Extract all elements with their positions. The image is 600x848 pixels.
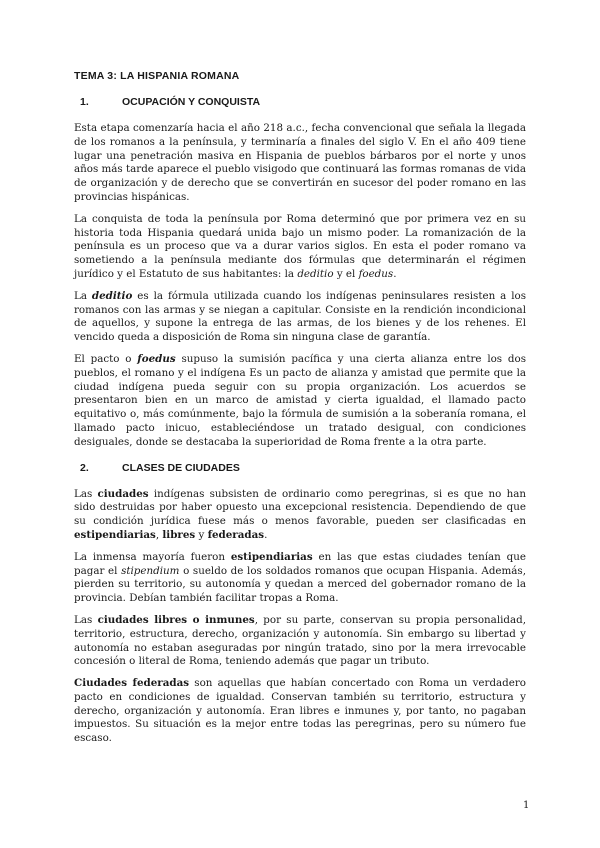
p4-start: El pacto o <box>74 352 138 365</box>
s2p1-a: Las <box>74 487 98 500</box>
s2p4-b: son aquellas que habían concertado con Roma un verdadero pacto en condiciones de igualdad. Conservan también su territorio, estructura y derecho, organización y autonomía. Eran libres e inmunes y, por tanto, no pagaban impuestos. Su situación es la mejor entre todas las peregrinas, pero su número fue escaso. <box>74 677 526 745</box>
p4-text: supuso la sumisión pacífica y una cierta alianza entre los dos pueblos, el romano y el indígena Es un pacto de alianza y amistad que permite que la ciudad indígena pueda seguir con su propia organización. Los acuerdos se presentaron bien en un marco de amistad y cierta igualdad, el llamado pacto equitativo o, más comúnmente, bajo la fórmula de sumisión a la soberanía romana, el llamado pacto inicuo, estableciéndose un tratado desigual, con condiciones desiguales, donde se destacaba la superioridad de Roma frente a la otra parte. <box>74 352 526 448</box>
s2p3-b: , por su parte, conservan su propia personalidad, territorio, estructura, derecho, organización y autonomía. Sin embargo su libertad y autonomía no estaban aseguradas por ningún tratado, sino por la mera irrevocable concesión o literal de Roma, teniendo además que pagar un tributo. <box>74 613 526 668</box>
section-1-paragraph-1: Esta etapa comenzaría hacia el año 218 a.c., fecha convencional que señala la llegada de los romanos a la península, y terminaría a finales del siglo V. En el año 409 tiene lugar una penetración masiva en Hispania de pueblos bárbaros por el norte y unos años más tarde aparece el pueblo visigodo que continuará las formas romanas de vida de organización y de derecho que se convertirán en sucesor del poder romano en las provincias hispánicas. <box>74 122 526 203</box>
term-estipendiarias-2: estipendiarias <box>230 550 313 563</box>
p2-join: y el <box>333 267 359 280</box>
section-2-paragraph-4 <box>74 677 526 746</box>
section-2-heading <box>74 462 526 474</box>
s2p1-d: y <box>195 528 208 541</box>
section-1-number: 1. <box>80 96 89 108</box>
s2p2-a: La inmensa mayoría fueron <box>74 550 231 563</box>
section-2-paragraph-2 <box>74 551 526 606</box>
term-foedus-bold: foedus <box>137 352 176 365</box>
s2p2-b: en las que estas ciudades tenían que pagar el <box>74 550 526 577</box>
p2-text: La conquista de toda la península por Roma determinó que por primera vez en su historia toda Hispania quedará unida bajo un mismo poder. La romanización de la península es un proceso que va a durar varios siglos. En esta el poder romano va sometiendo a la península mediante dos fórmulas que determinarán el régimen jurídico y el Estatuto de sus habitantes: la <box>74 212 526 280</box>
term-foedus: foedus <box>358 267 394 280</box>
section-1-title: OCUPACIÓN Y CONQUISTA <box>122 96 261 108</box>
s2p1-c: , <box>155 528 163 541</box>
section-2-paragraph-3 <box>74 614 526 669</box>
document-title: TEMA 3: LA HISPANIA ROMANA <box>74 70 240 82</box>
s2p1-b: indígenas subsisten de ordinario como peregrinas, si es que no han sido destruidas por haber opuesto una excepcional resistencia. Dependiendo de que su condición jurídica fuese más o menos favorable, pueden ser clasificadas en <box>74 487 526 528</box>
term-estipendiarias: estipendiarias <box>74 528 156 541</box>
term-ciudades-libres: ciudades libres o inmunes <box>97 613 255 626</box>
section-1-paragraph-3 <box>74 290 526 345</box>
term-ciudades-federadas: Ciudades federadas <box>74 677 190 690</box>
section-1-paragraph-4 <box>74 353 526 450</box>
section-2-title: CLASES DE CIUDADES <box>122 461 240 474</box>
s2p2-c: o sueldo de los soldados romanos que ocupan Hispania. Además, pierden su territorio, su autonomía y quedan a merced del gobernador romano de la provincia. Debían también facilitar tropas a Roma. <box>74 564 526 605</box>
document-page <box>74 70 526 754</box>
p2-end: . <box>393 267 397 280</box>
term-ciudades: ciudades <box>97 487 149 500</box>
page-number: 1 <box>523 800 530 811</box>
term-deditio: deditio <box>297 267 334 280</box>
term-libres: libres <box>162 528 196 541</box>
s2p3-a: Las <box>74 613 98 626</box>
term-stipendium: stipendium <box>121 564 180 577</box>
section-1-heading <box>74 96 526 108</box>
section-1-paragraph-2 <box>74 213 526 282</box>
term-deditio-bold: deditio <box>91 289 133 302</box>
term-federadas: federadas <box>207 528 265 541</box>
s2p1-e: . <box>264 528 268 541</box>
section-2-paragraph-1 <box>74 488 526 543</box>
p3-text: es la fórmula utilizada cuando los indígenas peninsulares resisten a los romanos con las armas y se niegan a capitular. Consiste en la rendición incondicional de aquellos, y supone la entrega de las armas, de los bienes y de los rehenes. El vencido queda a disposición de Roma sin ninguna clase de garantía. <box>74 289 526 344</box>
section-2-number: 2. <box>80 461 89 474</box>
p3-start: La <box>74 289 92 302</box>
